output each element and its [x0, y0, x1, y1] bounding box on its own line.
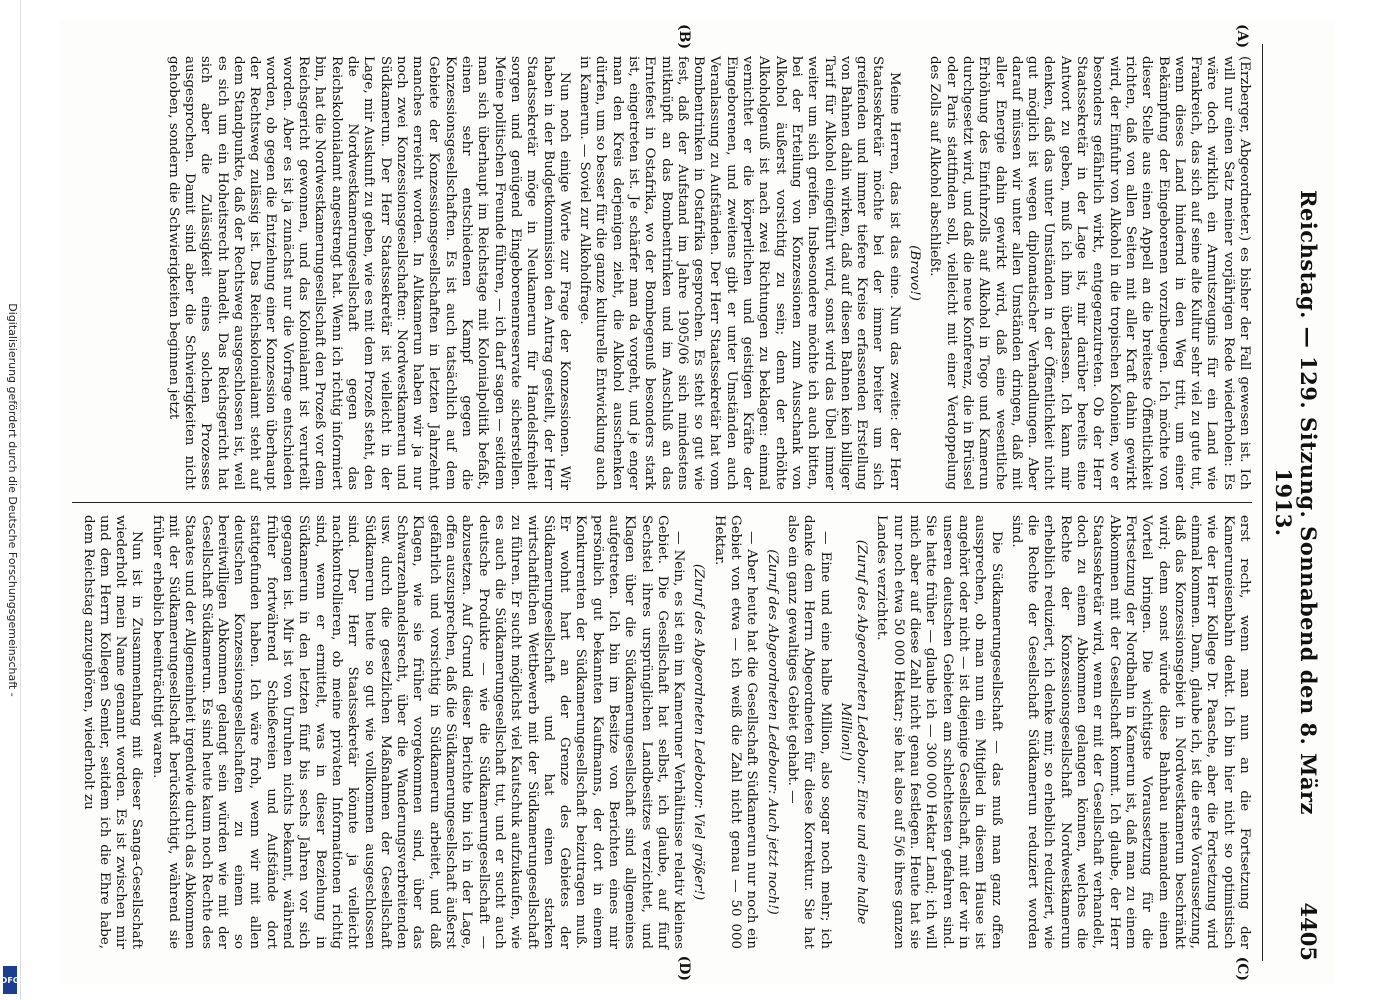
header-title: Reichstag. — 129. Sitzung. Sonnabend den 8. März 1913.: [1271, 190, 1321, 815]
paragraph: erst recht, wenn man nun an die Fortsetzung der Kameruneisenbahn denkt. Ich bin hier nicht so optimistisch wie der Herr Kollege Dr. Paasche, aber die Fortsetzung wird einmal kommen. Dann, glaube ich, ist die erste Voraussetzung, daß das Konzessionsgebiet in Nordwestkamerun beschränkt wird; denn sonst würde diese Bahnbau niemandem einen Vorteil bringen. Die wichtigste Voraussetzung für die Fortsetzung der Nordbahn in Kamerun ist, daß man zu einem Abkommen mit der Gesellschaft kommt. Ich glaube, der Herr Staatssekretär wird, wenn er mit der Gesellschaft verhandelt, doch zu einem Abkommen gelangen können, welches die Rechte der Konzessionsgesellschaft Nordwestkamerun erheblich reduziert, ich denke mir, so erheblich reduziert, wie die Rechte der Gesellschaft Südkamerun reduziert worden sind.: [1008, 515, 1252, 949]
newspaper-page: [60, 20, 1335, 985]
paragraph: Meine Herren, das ist das eine. Nun das zweite: der Herr Staatssekretär möchte bei der immer breiter um sich greifenden und immer tiefere Kreise erfassenden Erstellung von Bahnen dahin wirken, daß auf diesen Bahnen kein billiger Tarif für Alkohol eingeführt wird, sonst wird das Übel immer weiter um sich greifen. Insbesondere möchte ich auch bitten, bei der Erteilung von Konzessionen zum Ausschank von Alkohol äußerst vorsichtig zu sein; denn der erhöhte Alkoholgenuß ist nach zwei Richtungen zu beklagen: einmal vernichtet er die körperlichen und geistigen Kräfte der Eingeborenen, und zweitens gibt er unter Umständen auch Veranlassung zu Aufständen. Der Herr Staatssekretär hat vom Bombentrinken in Ostafrika gesprochen. Es steht so gut wie fest, daß der Aufstand im Jahre 1905/06 sich mindestens mitknüpft an das Bombentrinken und im Anschluß an das Erntefest in Ostafrika, wo der Bombegenuß besonders stark ist, eingetreten ist. Je schärfer man da vorgeht, und je enger man den Kreis derjenigen zieht, die Alkohol ausschenken dürfen, um so besser für die ganze kulturelle Entwicklung auch in Kamerun. — Soviel zur Alkoholfrage.: [577, 56, 902, 490]
page-header: [1262, 44, 1321, 961]
paragraph: — Eine und eine halbe Million, also sogar noch mehr; ich danke dem Herrn Abgeordneten für diese Korrektur. Sie hat also ein ganz gewaltiges Gebiet gehabt. —: [784, 515, 833, 949]
page-number: 4405: [1296, 902, 1321, 961]
left-column: [72, 44, 1252, 502]
text-columns: [72, 24, 1252, 981]
paragraph: Die Südkamerungesellschaft — das muß man ganz offen aussprechen, ob man nun ein Mitglied in diesem Hause ist angehört oder nicht — ist diejenige Gesellschaft, mit der wir in unseren deutschen Gebieten am schlechtesten gefahren sind. Sie hatte früher — glaube ich — 300 000 Hektar Land; ich will mich aber auf diese Zahl nicht genau festlegen. Heute hat sie nur noch etwa 50 000 Hektar; sie hat also auf 5/6 ihres ganzen Landes verzichtet.: [874, 515, 1004, 949]
dfg-logo: DFG: [3, 966, 17, 994]
marker-c: (C): [1234, 956, 1250, 981]
interjection: (Zuruf des Abgeordneten Ledebour: Auch jetzt noch!): [764, 549, 780, 915]
interjection: (Zuruf des Abgeordneten Ledebour: Eine und eine halbe Million!): [837, 539, 870, 925]
marker-d: (D): [676, 955, 692, 981]
paragraph: Nun noch einige Worte zur Frage der Konzessionen. Wir haben in der Budgetkommission den Antrag gestellt, der Herr Staatssekretär möge in Neukamerun für Handelsfreiheit sorgen und genügend Eingeborenenreservate sicherstellen. Meine politischen Freunde führen, — ich darf sagen — seitdem man sich überhaupt im Reichstage mit Kolonialpolitik befaßt, einen sehr entschiedenen Kampf gegen die Konzessionsgesellschaften. Es ist auch tatsächlich auf dem Gebiete der Konzessionsgesellschaften in letzten Jahrzehnt manches erreicht worden. In Altkamerun haben wir ja nur noch zwei Konzessionsgesellschaften: Nordwestkamerun und Südkamerun. Der Herr Staatssekretär ist vielleicht in der Lage, mir Auskunft zu geben, wie es mit dem Prozeß steht, den die Nordwestkamerungesellschaft gegen das Reichskolonialamt angestrengt hat. Wenn ich richtig informiert bin, hat die Nordwestkamerungesellschaft den Prozeß vor dem Reichsgericht gewonnen, und das Kolonialamt ist verurteilt worden. Aber es ist ja zunächst nur die Vorfrage entschieden worden, ob gegen die Entziehung einer Konzession überhaupt der Rechtsweg zulässig ist. Das Reichskolonialamt steht auf dem Standpunkte, daß der Rechtsweg ausgeschlossen ist, weil es sich um ein Hoheitsrecht handelt. Das Reichsgericht hat sich aber die Zulässigkeit eines solchen Prozesses ausgesprochen. Damit sind aber die Schwierigkeiten nicht gehoben, sondern die Schwierigkeiten beginnen jetzt: [165, 56, 572, 490]
paragraph: — Aber heute hat die Gesellschaft Südkamerun nur noch ein Gebiet von etwa — ich weiß die Zahl nicht genau — 50 000 Hektar.: [711, 515, 760, 949]
digitization-strip: [0, 0, 21, 1000]
paragraph: (Erzberger, Abgeordneter.) es bisher der Fall gewesen ist. Ich will nur einen Satz meiner vorjährigen Rede wiederholen: Es wäre doch wirklich ein Armutszeugnis für ein Land wie Frankreich, das sich auf seine alte Kultur sehr viel zu gute tut, wenn dieses Land hindernd in den Weg tritt, um einer Bekämpfung der Eingeborenen vorzubeugen. Ich möchte von dieser Stelle aus einen Appell an die breiteste Öffentlichkeit richten, daß von allen Seiten mit aller Kraft dahin gewirkt wird, der Einfuhr von Alkohol in die tropischen Kolonien, wo er besonders gefährlich wirkt, entgegenzutreten. Ob der Herr Staatssekretär in der Lage ist, mir darüber bereits eine Antwort zu geben, muß ich ihm überlassen. Ich kann mir denken, daß das unter Umständen in der Öffentlichkeit nicht gut möglich ist wegen diplomatischer Verhandlungen. Aber darauf müssen wir unter allen Umständen dringen, daß mit aller Energie dahin gewirkt wird, daß eine wesentliche Erhöhung des Einfuhrzolls auf Alkohol in Togo und Kamerun durchgesetzt wird, und daß die neue Konferenz, die in Brüssel oder Paris stattfinden soll, vielleicht mit einer Verdoppelung des Zolls auf Alkohol abschließt.: [927, 56, 1252, 490]
paragraph: — Nein, es ist ein im Kameruner Verhältnisse relativ kleines Gebiet. Die Gesellschaft hat selbst, ich glaube, auf fünf Sechstel ihres ursprünglichen Landbesitzes verzichtet, und Klagen über die Südkamerungesellschaft sind allgemeines aufgetreten. Ich bin im Besitze von Berichten eines mir persönlich gut bekannten Kaufmanns, der dort in einem Konkurrenten der Südkamerungesellschaft beizutragen muß. Er wohnt hart an der Grenze des Gebietes der Südkamerungesellschaft und hat einen starken wirtschaftlichen Wettbewerb mit der Südkamerungesellschaft zu führen. Er sucht möglichst viel Kautschuk aufzukaufen, wie es auch die Südkamerungesellschaft tut, und er sucht auch deutsche Produkte — wie die Südkamerungesellschaft — abzusetzen. Auf Grund dieser Berichte bin ich in der Lage, offen auszusprechen, daß die Südkamerungesellschaft äußerst gefährlich und vorsichtig in Südkamerun arbeitet, und daß Klagen, wie sie früher vorgekommen sind, über das Schwarzenhandelsrecht, über die Wanderungsverbreitenden usw. durch die gesetzlichen Maßnahmen der Gesellschaft Südkamerun heute so gut wie vollkommen ausgeschlossen sind. Der Herr Staatssekretär könnte ja vielleicht nachkontrollieren, ob meine privaten Informationen richtig sind, wenn er ermittelt, was in dieser Beziehung in Südkamerun in den letzten fünf bis sechs Jahren vor sich gegangen ist. Mir ist von Unruhen nichts bekannt, während früher fortwährend Schießereien und Aufstände dort stattgefunden haben. Ich wäre froh, wenn wir mit allen deutschen Konzessionsgesellschaften zu einem so bereitwilligen Abkommen gelangt sein würden wie mit der Gesellschaft Südkamerun. Es sind heute kaum noch Rechte des Staates und der Allgemeinheit irgendwie durch das Abkommen mit der Südkamerungesellschaft berücksichtigt, während sie früher erheblich beeinträchtigt waren.: [149, 515, 687, 949]
digitization-credit: Digitalisierung gefördert durch die Deutsche Forschungsgemeinschaft -: [6, 303, 19, 697]
interjection: (Bravo!): [907, 245, 923, 301]
marker-a: (A): [1234, 24, 1250, 49]
interjection: (Zuruf des Abgeordneten Ledebour: Viel größer!): [691, 563, 707, 901]
right-column: [72, 503, 1252, 961]
scanned-page-viewport: [60, 20, 1335, 985]
marker-b: (B): [676, 24, 692, 50]
paragraph: Nun ist in Zusammenhang mit dieser Sanga-Gesellschaft wiederholt mein Name genannt worden. Es ist zwischen mir und dem Herrn Kollegen Semler, seitdem ich die Ehre habe, dem Reichstag anzugehören, wiederholt zu: [80, 515, 145, 949]
